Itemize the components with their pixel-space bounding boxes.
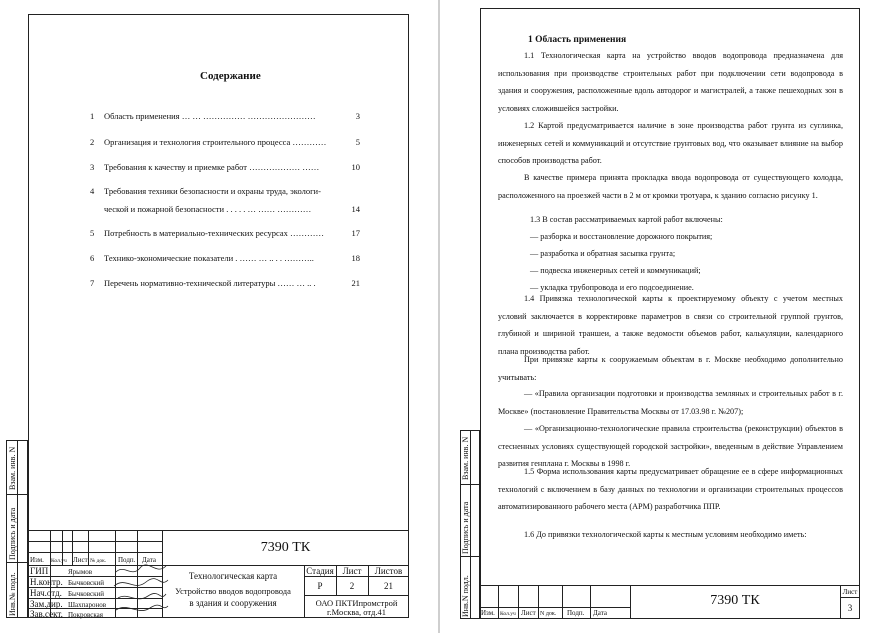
list-item: — разработка и обратная засыпка грунта;	[530, 249, 676, 258]
paragraph-1-3: 1.3 В состав рассматриваемых картой работ включены:	[530, 215, 723, 224]
stamp-stage: Р	[317, 581, 323, 591]
list-item: — разборка и восстановление дорожного покрытия;	[530, 232, 713, 241]
stamp-hdr-doc: N док.	[540, 611, 557, 617]
stamp-hdr-list: Лист	[521, 609, 536, 617]
stamp-hdr-podp: Подп.	[567, 609, 585, 617]
paragraph-moscow: При привязке карты к сооружаемым объектам в г. Москве необходимо дополнительно учитывать:	[498, 355, 843, 382]
toc-item-cont: ческой и пожарной безопасности . . . . . … …… ………… 14	[104, 204, 360, 214]
stamp-role: Нач.отд.	[30, 588, 62, 598]
stamp-doc-title-3: в здания и сооружения	[189, 598, 277, 608]
stamp-name: Бычковский	[68, 579, 105, 587]
list-item: — подвеска инженерных сетей и коммуникаций;	[530, 266, 701, 275]
paragraph-1-6: 1.6 До привязки технологической карты к местным условиям необходимо иметь:	[524, 530, 807, 539]
stamp-hdr-list: Лист	[73, 556, 88, 564]
stamp-stage-label: Стадия	[306, 566, 334, 576]
stamp-hdr-kol: Кол.уч	[51, 558, 67, 564]
stamp-name: Покровская	[68, 611, 103, 619]
toc-title: Содержание	[200, 70, 261, 82]
stamp-org-1: ОАО ПКТИпромстрой	[315, 598, 398, 608]
stamp-hdr-podp: Подп.	[118, 556, 136, 564]
toc-item[interactable]: 6 Технико-экономические показатели . …… … .. . . ……….. 18	[90, 253, 360, 263]
stamp-role: Зам.дир.	[30, 599, 63, 609]
side-label-inv: Инв.№ подл.	[8, 572, 17, 616]
side-label-vzam: Взам. инв. N	[461, 436, 470, 480]
paragraph-1-1: 1.1 Технологическая карта на устройство вводов водопровода предназначена для использования при производстве строительных работ при подключении сети водопровода в здания и сооружения, расположенные вдоль автодорог и магистралей, а также пешеходных зон в условиях сложившейся застройки.	[498, 51, 843, 113]
stamp-name: Ярымов	[68, 568, 93, 576]
paragraph-rules-2: — «Организационно-технологические правила строительства (реконструкции) объектов в стесненных условиях существующей городской застройки», введенным в действие Управлением развития генплана г. Москвы в 1998 г.	[498, 424, 843, 468]
paragraph-example: В качестве примера принята прокладка ввода водопровода от существующего колодца, расположенного на проезжей части в 2 м от кромки тротуара, к зданию согласно рисунку 1.	[498, 173, 843, 200]
paragraph-rules-1: — «Правила организации подготовки и производства земляных и строительных работ в г. Москве» (постановление Правительства Москвы от 17.03.98 г. №207);	[498, 389, 843, 416]
stamp-hdr-data: Дата	[593, 609, 607, 617]
stamp-sheet-label: Лист	[342, 566, 362, 576]
side-label-inv: Инв.N подл.	[461, 575, 470, 617]
stamp-hdr-izm: Изм.	[481, 609, 495, 617]
stamp-org-2: г.Москва, отд.41	[327, 607, 386, 617]
stamp-doc-title-2: Устройство вводов водопровода	[175, 586, 291, 596]
stamp-sheets-label: Листов	[374, 566, 403, 576]
stamp-sheet-label: Лист	[842, 588, 858, 596]
left-frame	[28, 14, 409, 618]
stamp-code: 7390 ТК	[710, 593, 760, 608]
stamp-hdr-data: Дата	[142, 556, 156, 564]
paragraph-1-2: 1.2 Картой предусматривается наличие в зоне производства работ грунта из суглинка, инженерных сетей и коммуникаций и отсутствие грунтовых вод, что оказывает влияние на выбор способов производства работ.	[498, 121, 843, 165]
stamp-code: 7390 ТК	[260, 540, 311, 555]
toc-item[interactable]: 2 Организация и технология строительного процесса ………… 5	[90, 137, 360, 147]
paragraph-1-4: 1.4 Привязка технологической карты к проектируемому объекту с учетом местных условий заключается в корректировке параметров в связи со строительной группой грунтов, глубиной и шириной траншеи, а также ведомости объемов работ, калькуляции, календарного плана производства работ.	[498, 294, 843, 356]
toc-item[interactable]: 3 Требования к качеству и приемке работ ……………… …… 10	[90, 162, 360, 172]
stamp-hdr-izm: Изм.	[30, 556, 44, 564]
toc-item[interactable]: 5 Потребность в материально-технических ресурсах ………… 17	[90, 228, 360, 238]
stamp-sheets: 21	[384, 581, 393, 591]
side-label-sign: Подпись и дата	[461, 501, 470, 554]
toc-item[interactable]: 4 Требования техники безопасности и охраны труда, экологи-	[90, 186, 321, 196]
stamp-role: Н.контр.	[30, 577, 63, 587]
stamp-hdr-kol: Кол.уч	[500, 611, 516, 617]
stamp-role: Зав.сект.	[30, 609, 63, 619]
paragraph-1-5: 1.5 Форма использования карты предусматривает обращение ее в сфере информационных технологий с включением в базу данных по технологии и организации строительных процессов автоматизированного рабочего места (АРМ) разработчика ППР.	[498, 467, 843, 511]
side-label-vzam: Взам. инв. N	[8, 446, 17, 490]
toc-item[interactable]: 1 Область применения … … …………… …………………… 3	[90, 111, 360, 121]
right-page	[440, 0, 876, 633]
section-heading: 1 Область применения	[528, 35, 627, 45]
stamp-role: ГИП	[30, 566, 49, 576]
list-item: — укладка трубопровода и его подсоединение.	[530, 283, 694, 292]
stamp-doc-title-1: Технологическая карта	[188, 571, 278, 581]
stamp-name: Шахпаронов	[68, 601, 107, 609]
stamp-hdr-doc: № док.	[90, 558, 107, 564]
stamp-sheet: 2	[349, 581, 355, 591]
side-label-sign: Подпись и дата	[8, 507, 17, 560]
toc-item[interactable]: 7 Перечень нормативно-технической литературы …… … .. . 21	[90, 278, 360, 288]
stamp-name: Бычковский	[68, 590, 105, 598]
stamp-sheet: 3	[847, 603, 853, 613]
